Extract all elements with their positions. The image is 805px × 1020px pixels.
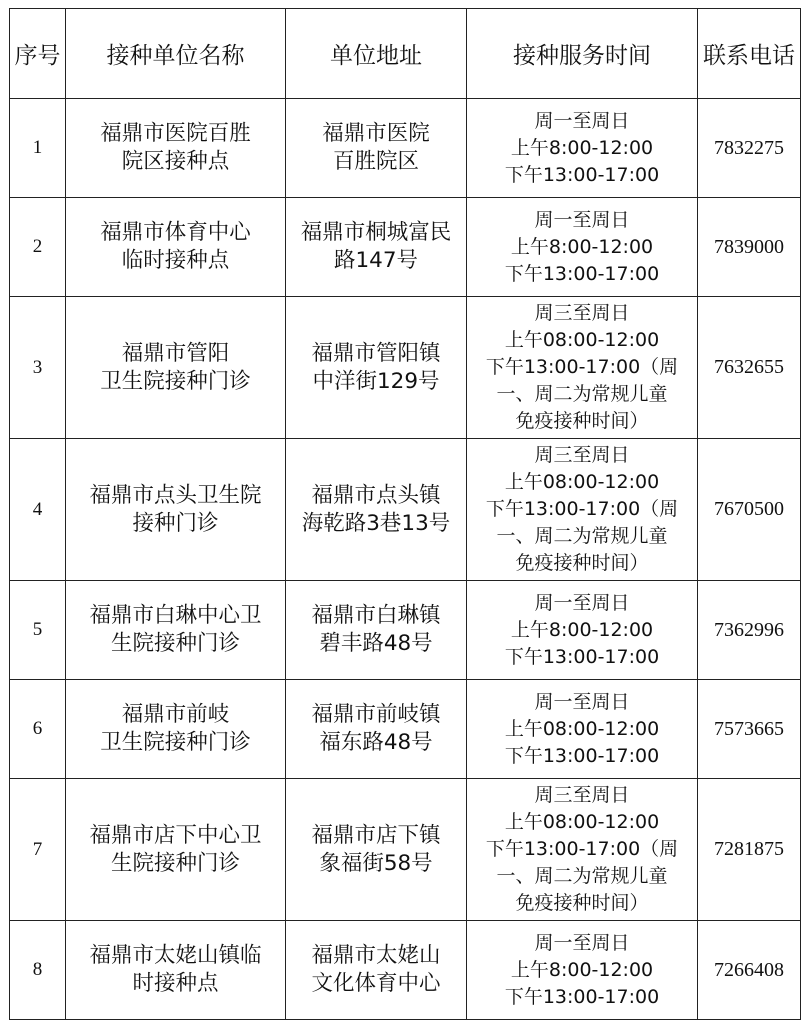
address-cell	[286, 297, 467, 439]
service-time-cell-line: 周一至周日	[534, 591, 630, 614]
table-row	[10, 198, 801, 297]
service-time-cell	[467, 581, 698, 680]
address-cell	[286, 921, 467, 1020]
unit-name-cell-line: 福鼎市白琳中心卫	[89, 603, 262, 628]
service-time-cell-line: 上午8:00-12:00	[510, 618, 654, 641]
address-cell-line: 碧丰路48号	[319, 631, 433, 656]
service-time-cell-line: 下午13:00-17:00（周	[485, 498, 679, 520]
row-index: 7	[10, 779, 66, 921]
service-time-cell-line: 周一至周日	[534, 109, 630, 132]
address-cell-line: 福鼎市医院	[322, 121, 430, 146]
unit-name-cell-line: 临时接种点	[121, 248, 230, 273]
header-address: 单位地址	[286, 9, 467, 99]
vaccination-sites-table	[9, 8, 801, 1020]
row-index: 6	[10, 680, 66, 779]
unit-name-cell	[66, 779, 286, 921]
address-cell-line: 福鼎市太姥山	[311, 943, 441, 968]
unit-name-cell-line: 生院接种门诊	[110, 631, 240, 656]
service-time-cell	[467, 779, 698, 921]
service-time-cell-line: 周一至周日	[534, 690, 630, 713]
unit-name-cell	[66, 99, 286, 198]
unit-name-cell	[66, 198, 286, 297]
service-time-cell-line: 下午13:00-17:00	[504, 744, 660, 767]
row-index: 2	[10, 198, 66, 297]
unit-name-cell-line: 福鼎市太姥山镇临	[89, 943, 262, 968]
unit-name-cell-line: 福鼎市管阳	[121, 340, 230, 366]
table-row	[10, 779, 801, 921]
address-cell-line: 海乾路3巷13号	[301, 510, 451, 536]
service-time-cell-line: 上午8:00-12:00	[510, 136, 654, 159]
address-cell-line: 福鼎市桐城富民	[300, 220, 452, 245]
row-index: 4	[10, 439, 66, 581]
service-time-cell	[467, 99, 698, 198]
phone-cell: 7281875	[698, 779, 801, 921]
phone-cell: 7839000	[698, 198, 801, 297]
service-time-cell-line: 上午8:00-12:00	[510, 958, 654, 981]
header-phone: 联系电话	[698, 9, 801, 99]
service-time-cell-line: 免疫接种时间）	[515, 552, 649, 574]
service-time-cell-line: 下午13:00-17:00	[504, 163, 660, 186]
header-unit-name: 接种单位名称	[66, 9, 286, 99]
unit-name-cell-line: 生院接种门诊	[110, 850, 240, 876]
address-cell	[286, 779, 467, 921]
address-cell-line: 福鼎市前岐镇	[311, 702, 441, 727]
service-time-cell-line: 周三至周日	[534, 302, 630, 324]
service-time-cell-line: 一、周二为常规儿童	[496, 383, 668, 405]
unit-name-cell-line: 福鼎市医院百胜	[100, 121, 251, 146]
table-row	[10, 439, 801, 581]
phone-cell: 7362996	[698, 581, 801, 680]
service-time-cell-line: 周一至周日	[534, 931, 630, 954]
service-time-cell-line: 下午13:00-17:00（周	[485, 356, 679, 378]
unit-name-cell-line: 福鼎市店下中心卫	[89, 822, 262, 848]
service-time-cell-line: 周三至周日	[534, 444, 630, 466]
unit-name-cell-line: 接种门诊	[132, 510, 219, 536]
service-time-cell-line: 周三至周日	[534, 784, 630, 806]
service-time-cell-line: 周一至周日	[534, 208, 630, 231]
service-time-cell-line: 上午08:00-12:00	[504, 811, 660, 833]
unit-name-cell	[66, 439, 286, 581]
unit-name-cell-line: 时接种点	[132, 971, 219, 996]
service-time-cell-line: 一、周二为常规儿童	[496, 865, 668, 887]
row-index: 8	[10, 921, 66, 1020]
address-cell-line: 百胜院区	[332, 149, 419, 174]
address-cell	[286, 439, 467, 581]
unit-name-cell	[66, 297, 286, 439]
row-index: 5	[10, 581, 66, 680]
service-time-cell-line: 下午13:00-17:00（周	[485, 838, 679, 860]
service-time-cell	[467, 198, 698, 297]
service-time-cell	[467, 439, 698, 581]
service-time-cell	[467, 680, 698, 779]
row-index: 3	[10, 297, 66, 439]
table-body	[10, 99, 801, 1020]
service-time-cell-line: 上午08:00-12:00	[504, 329, 660, 351]
phone-cell: 7670500	[698, 439, 801, 581]
service-time-cell-line: 免疫接种时间）	[515, 892, 649, 914]
unit-name-cell-line: 院区接种点	[121, 149, 230, 174]
header-index: 序号	[10, 9, 66, 99]
service-time-cell-line: 下午13:00-17:00	[504, 645, 660, 668]
table-row	[10, 297, 801, 439]
address-cell	[286, 680, 467, 779]
unit-name-cell-line: 卫生院接种门诊	[100, 368, 251, 394]
address-cell	[286, 198, 467, 297]
service-time-cell	[467, 921, 698, 1020]
phone-cell: 7573665	[698, 680, 801, 779]
table-row	[10, 99, 801, 198]
service-time-cell-line: 下午13:00-17:00	[504, 262, 660, 285]
address-cell-line: 象福街58号	[319, 850, 433, 876]
unit-name-cell-line: 卫生院接种门诊	[100, 730, 251, 755]
address-cell	[286, 99, 467, 198]
unit-name-cell	[66, 921, 286, 1020]
address-cell	[286, 581, 467, 680]
service-time-cell-line: 上午8:00-12:00	[510, 235, 654, 258]
address-cell-line: 路147号	[333, 248, 419, 273]
address-cell-line: 福东路48号	[319, 730, 433, 755]
unit-name-cell	[66, 680, 286, 779]
table-row	[10, 680, 801, 779]
address-cell-line: 中洋街129号	[312, 368, 440, 394]
address-cell-line: 福鼎市管阳镇	[311, 340, 441, 366]
unit-name-cell	[66, 581, 286, 680]
phone-cell: 7632655	[698, 297, 801, 439]
unit-name-cell-line: 福鼎市体育中心	[100, 220, 251, 245]
service-time-cell-line: 下午13:00-17:00	[504, 985, 660, 1008]
table-row	[10, 581, 801, 680]
unit-name-cell-line: 福鼎市点头卫生院	[89, 482, 262, 508]
vaccination-sites-sheet	[9, 8, 800, 1008]
header-service-time: 接种服务时间	[467, 9, 698, 99]
service-time-cell	[467, 297, 698, 439]
phone-cell: 7266408	[698, 921, 801, 1020]
address-cell-line: 文化体育中心	[311, 971, 441, 996]
service-time-cell-line: 上午08:00-12:00	[504, 471, 660, 493]
address-cell-line: 福鼎市店下镇	[311, 822, 441, 848]
address-cell-line: 福鼎市点头镇	[311, 482, 441, 508]
service-time-cell-line: 免疫接种时间）	[515, 410, 649, 432]
phone-cell: 7832275	[698, 99, 801, 198]
service-time-cell-line: 上午08:00-12:00	[504, 717, 660, 740]
unit-name-cell-line: 福鼎市前岐	[121, 702, 230, 727]
service-time-cell-line: 一、周二为常规儿童	[496, 525, 668, 547]
address-cell-line: 福鼎市白琳镇	[311, 603, 441, 628]
row-index: 1	[10, 99, 66, 198]
table-row	[10, 921, 801, 1020]
header-row	[10, 9, 801, 99]
